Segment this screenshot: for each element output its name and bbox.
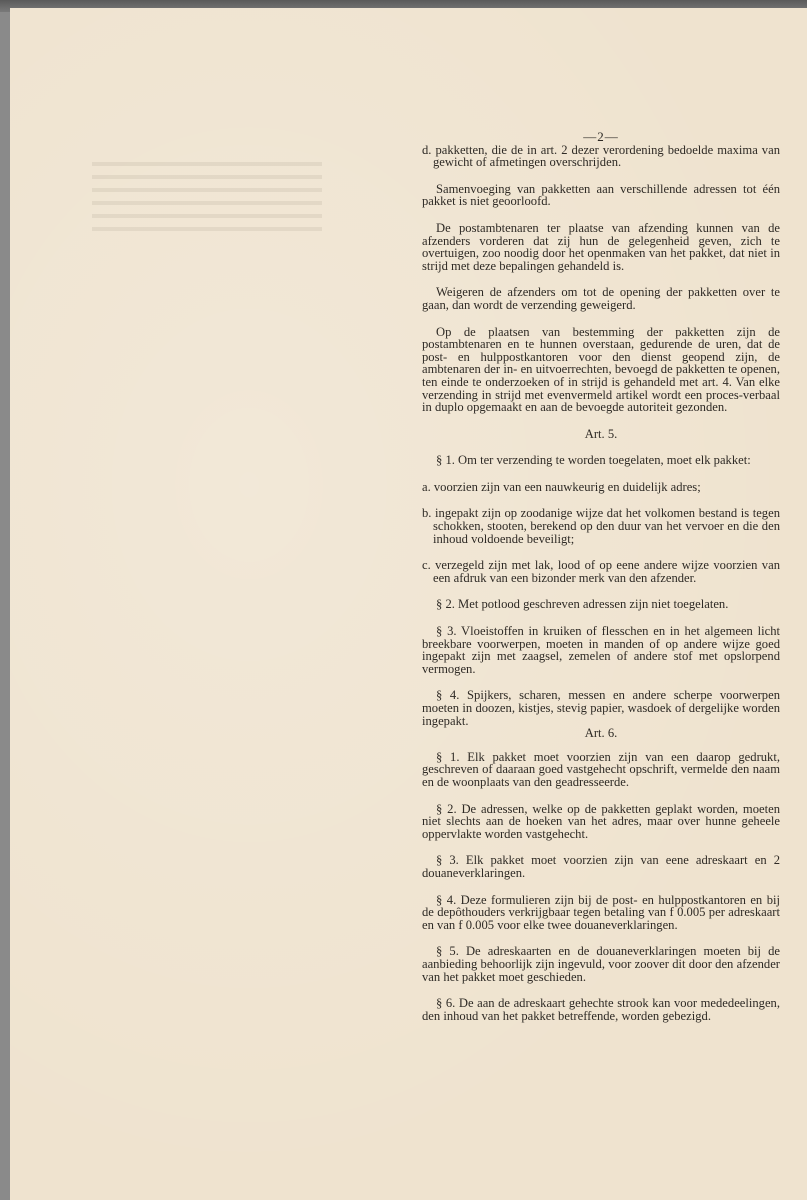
art5-section-4: § 4. Spijkers, scharen, messen en andere scherpe voorwerpen moeten in doozen, kistjes, stevig papier, wasdoek of dergelijke worden ingepakt. — [422, 688, 780, 728]
art6-section-5: § 5. De adreskaarten en de douaneverklaringen moeten bij de aanbieding behoorlijk zijn ingevuld, voor zoover dit door den afzender van het pakket moet geschieden. — [422, 944, 780, 984]
art6-section-1: § 1. Elk pakket moet voorzien zijn van een daarop gedrukt, geschreven of daaraan goed vastgehecht opschrift, vermelde den naam en de woonplaats van den geadresseerde. — [422, 749, 780, 789]
bleed-through-shadow — [92, 138, 322, 240]
document-page — [10, 8, 807, 1200]
paragraph-postambtenaren: De postambtenaren ter plaatse van afzending kunnen van de afzenders vorderen dat zij hun de gelegenheid geven, zich te overtuigen, zoo noodig door het openmaken van het pakket, dat niet in strijd met deze bepalingen gehandeld is. — [422, 220, 780, 273]
art6-section-6: § 6. De aan de adreskaart gehechte strook kan voor mededeelingen, den inhoud van het pakket betreffende, worden gebezigd. — [422, 996, 780, 1023]
art5-item-b: b. ingepakt zijn op zoodanige wijze dat het volkomen bestand is tegen schokken, stooten, berekend op den duur van het vervoer en die den inhoud voldoende beveiligt; — [422, 506, 780, 546]
art5-section-2: § 2. Met potlood geschreven adressen zijn niet toegelaten. — [436, 597, 729, 612]
page-number: —2— — [583, 129, 619, 144]
article-5-heading: Art. 5. — [584, 426, 618, 441]
art5-item-a: a. voorzien zijn van een nauwkeurig en duidelijk adres; — [422, 479, 701, 494]
paragraph-weigeren: Weigeren de afzenders om tot de opening der pakketten over te gaan, dan wordt de verzending geweigerd. — [422, 285, 780, 312]
art6-section-4: § 4. Deze formulieren zijn bij de post- en hulppostkantoren en bij de depôthouders verkrijgbaar tegen betaling van f 0.005 per adreskaart en van f 0.005 voor elke twee douaneverklaringen. — [422, 892, 780, 932]
paragraph-samenvoeging: Samenvoeging van pakketten aan verschillende adressen tot één pakket is niet geoorloofd. — [422, 181, 780, 209]
art5-section-1: § 1. Om ter verzending te worden toegelaten, moet elk pakket: — [436, 453, 751, 468]
article-6-heading: Art. 6. — [584, 726, 618, 741]
paragraph-plaatsen-bestemming: Op de plaatsen van bestemming der pakketten zijn de postambtenaren en te hunnen overstaan, gedurende de uren, dat de post- en hulppostkantoren voor den dienst geopend zijn, de ambtenaren der in- en uitvoerrechten, bevoegd de pakketten te openen, ten einde te onderzoeken of in strijd is gehandeld met art. 4. Van elke verzending in strijd met evenvermeld artikel wordt een proces-verbaal in duplo opgemaakt en aan de bevoegde autoriteit gezonden. — [422, 324, 780, 415]
art6-section-2: § 2. De adressen, welke op de pakketten geplakt worden, moeten niet slechts aan de hoeken van het adres, maar over hunne geheele oppervlakte worden vastgehecht. — [422, 801, 780, 841]
paragraph-d-pakketten: d. pakketten, die de in art. 2 dezer verordening bedoelde maxima van gewicht of afmetingen overschrijden. — [422, 142, 780, 170]
art5-item-c: c. verzegeld zijn met lak, lood of op eene andere wijze voorzien van een afdruk van een bizonder merk van den afzender. — [422, 558, 780, 585]
art6-section-3: § 3. Elk pakket moet voorzien zijn van eene adreskaart en 2 douaneverklaringen. — [422, 853, 780, 880]
document-body — [422, 131, 780, 1036]
art5-section-3: § 3. Vloeistoffen in kruiken of flesschen en in het algemeen licht breekbare voorwerpen, moeten in manden of op andere wijze goed ingepakt zijn met zaagsel, zemelen of andere stof met opslorpend vermogen. — [422, 624, 780, 676]
